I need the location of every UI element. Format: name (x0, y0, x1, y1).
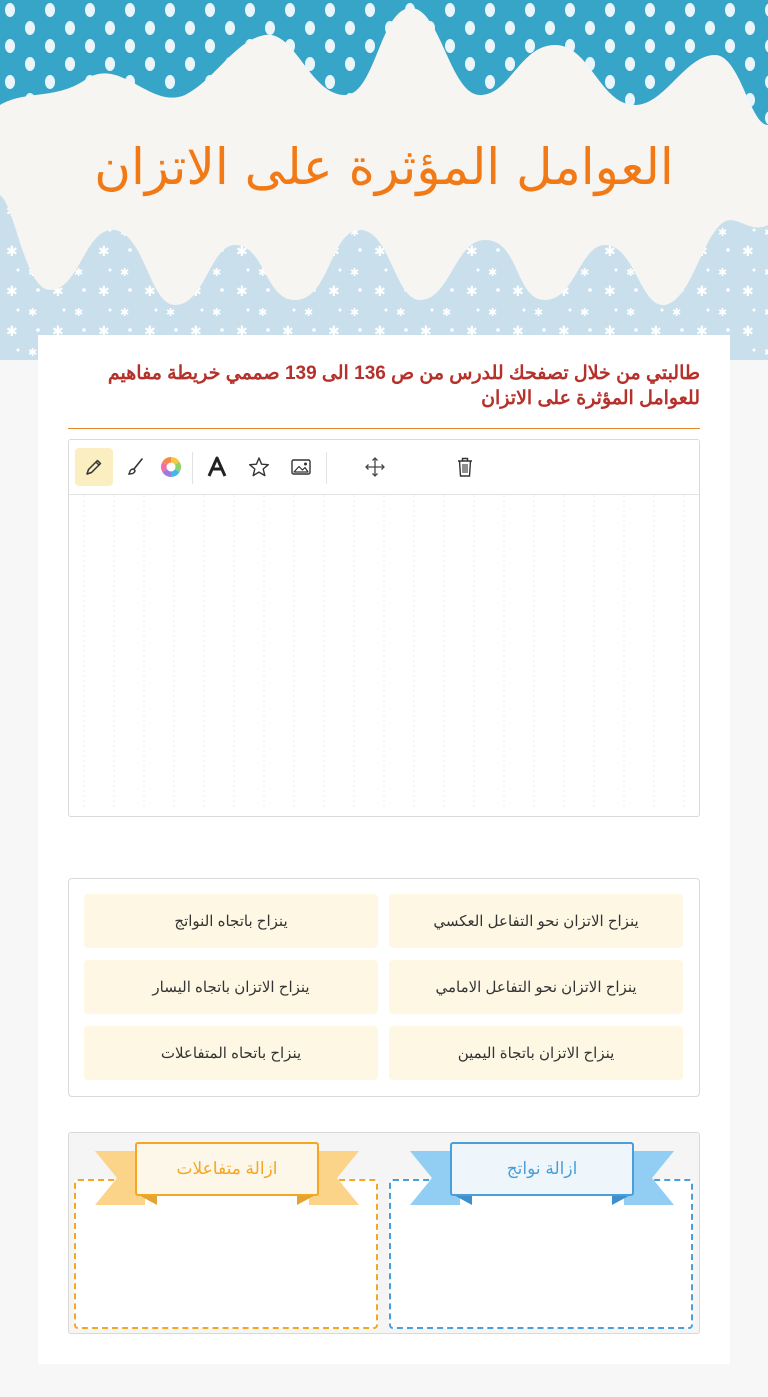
color-wheel-icon (160, 456, 182, 478)
instructions-text: طالبتي من خلال تصفحك للدرس من ص 136 الى 139 صممي خريطة مفاهيم للعوامل المؤثرة على الاتزان (107, 363, 700, 409)
canvas-grid (69, 495, 699, 817)
move-tool[interactable] (356, 448, 394, 486)
trash-icon (455, 456, 475, 478)
choice-chip[interactable]: ينزاح باتحاه المتفاعلات (84, 1026, 378, 1080)
divider (68, 428, 700, 429)
drawing-canvas[interactable] (69, 495, 699, 817)
toolbar-separator (192, 452, 193, 484)
text-tool[interactable] (198, 448, 236, 486)
toolbar-separator (326, 452, 327, 484)
move-icon (364, 456, 386, 478)
shape-tool[interactable] (240, 448, 278, 486)
image-tool[interactable] (282, 448, 320, 486)
sorting-buckets (68, 1132, 700, 1334)
pencil-icon (84, 457, 104, 477)
choice-chip[interactable]: ينزاح الاتزان باتجاه اليسار (84, 960, 378, 1014)
text-icon (206, 456, 228, 478)
brush-icon (126, 457, 146, 477)
choice-chip[interactable]: ينزاح باتجاه النواتج (84, 894, 378, 948)
products-label: ازالة نواتج (450, 1142, 634, 1196)
page-title: العوامل المؤثرة على الاتزان (94, 138, 674, 196)
image-icon (290, 457, 312, 477)
color-tool[interactable] (152, 448, 190, 486)
choices-panel (68, 878, 700, 1097)
activity-card (38, 335, 730, 1364)
choice-chip[interactable]: ينزاح الاتزان نحو التفاعل العكسي (389, 894, 683, 948)
header-banner (0, 0, 768, 360)
drawing-panel (68, 439, 700, 817)
brush-tool[interactable] (117, 448, 155, 486)
choice-chip[interactable]: ينزاح الاتزان نحو التفاعل الامامي (389, 960, 683, 1014)
reactants-label: ازالة متفاعلات (135, 1142, 319, 1196)
choice-chip[interactable]: ينزاح الاتزان باتجاة اليمين (389, 1026, 683, 1080)
star-icon (248, 456, 270, 478)
drawing-toolbar (69, 440, 699, 495)
delete-tool[interactable] (446, 448, 484, 486)
pencil-tool[interactable] (75, 448, 113, 486)
